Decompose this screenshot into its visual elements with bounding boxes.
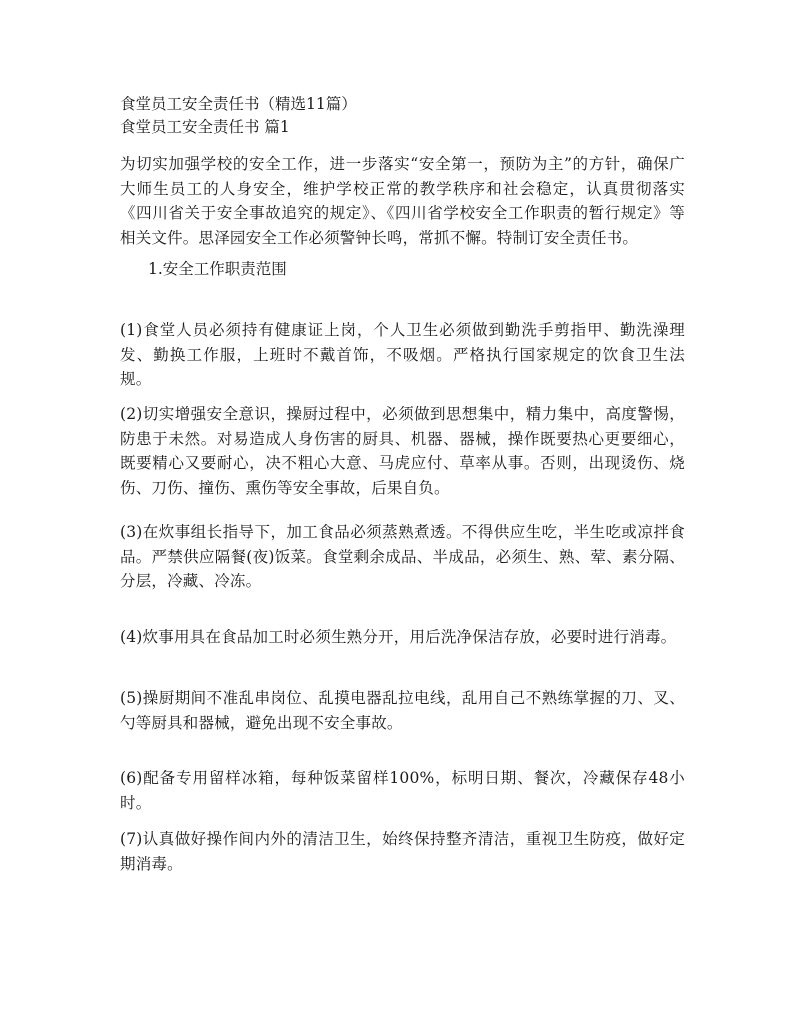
document-subtitle: 食堂员工安全责任书 篇1 — [120, 118, 290, 136]
section-heading: 1.安全工作职责范围 — [148, 260, 287, 278]
list-item-2: (2)切实增强安全意识，操厨过程中，必须做到思想集中，精力集中，高度警惕，防患于未然。对易造成人身伤害的厨具、机器、器械，操作既要热心更要细心，既要精心又要耐心，决不粗心大意、马虎应付、草率从事。否则，出现烫伤、烧伤、刀伤、撞伤、熏伤等安全事故，后果自负。 — [120, 405, 685, 497]
intro-paragraph: 为切实加强学校的安全工作，进一步落实“安全第一，预防为主”的方针，确保广大师生员工的人身安全，维护学校正常的教学秩序和社会稳定，认真贯彻落实《四川省关于安全事故追究的规定》、《四川省学校安全工作职责的暂行规定》等相关文件。思泽园安全工作必须警钟长鸣，常抓不懈。特制订安全责任书。 — [120, 155, 685, 247]
list-item-4: (4)炊事用具在食品加工时必须生熟分开，用后洗净保洁存放，必要时进行消毒。 — [120, 628, 677, 646]
list-item-5: (5)操厨期间不准乱串岗位、乱摸电器乱拉电线，乱用自己不熟练掌握的刀、叉、勺等厨具和器械，避免出现不安全事故。 — [120, 689, 685, 732]
title-block — [120, 93, 680, 139]
list-item-7: (7)认真做好操作间内外的清洁卫生，始终保持整齐清洁，重视卫生防疫，做好定期消毒。 — [120, 830, 685, 873]
list-item-1: (1)食堂人员必须持有健康证上岗，个人卫生必须做到勤洗手剪指甲、勤洗澡理发、勤换工作服，上班时不戴首饰，不吸烟。严格执行国家规定的饮食卫生法规。 — [120, 321, 685, 388]
list-item-6: (6)配备专用留样冰箱，每种饭菜留样100%，标明日期、餐次，冷藏保存48小时。 — [120, 769, 686, 812]
list-item-3: (3)在炊事组长指导下，加工食品必须蒸熟煮透。不得供应生吃，半生吃或凉拌食品。严禁供应隔餐(夜)饭菜。食堂剩余成品、半成品，必须生、熟、荤、素分隔、分层，冷藏、冷冻。 — [120, 523, 685, 590]
document-title: 食堂员工安全责任书（精选11篇） — [120, 95, 357, 113]
